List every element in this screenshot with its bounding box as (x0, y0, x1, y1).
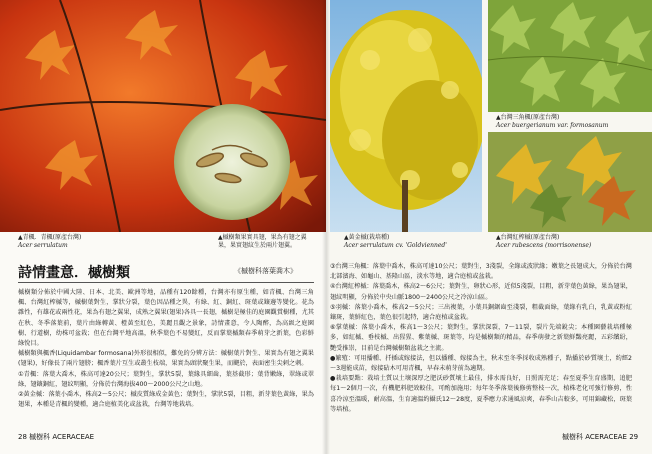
caption-red-maple-zh: ▲青楓．青楓(原產台灣) (18, 234, 82, 241)
section-title: 詩情畫意．槭樹類 (18, 265, 130, 281)
caption-gold-maple-zh: ▲黃金槭(栽培種) (344, 234, 390, 241)
right-paragraph-cultivation: ●栽培要點：栽培土質以土壤深厚之肥沃砂質壤土最佳，排水需良好，日照需充足；春至夏季生育盛期，追肥每1～2個月一次，有機肥料肥效較佳，可酌加施用；每年冬季落葉後修剪整枝一次，植株老化可強行修剪，性喜冷涼至溫暖，耐高溫，生育適溫約攝氏12～28度，夏季應力求通風涼爽，春季山吉較多，可用錦藏松，斑葉等培植。 (330, 375, 632, 413)
caption-trident-maple-box (496, 114, 646, 129)
left-paragraph-qingfeng: ①青楓：落葉大喬木，株高可達20公尺；葉對生，掌狀5裂，葉緣具細齒，葉基截形；葉背嫩綠，翠綠或翠綠，翅鑲銅紅，翅紋明顯，分佈於台灣海拔400～2000公尺之山地。 (18, 370, 314, 388)
right-page (326, 0, 652, 454)
caption-red-maple (18, 234, 168, 249)
red-maple-image (0, 0, 326, 232)
right-paragraph-red: ④台灣紅榨槭：落葉喬木，株高2～6公尺；葉對生，卵狀心形，近似5淺裂，目粗，新芽葉色黃綠，果為翅果，翅紋明顯，分佈於中央山脈1800～2400公尺之冷涼山區。 (330, 283, 632, 301)
caption-taiwan-red-maple-zh: ▲台灣紅榨槭(原產台灣) (496, 234, 560, 241)
gold-maple-photo (330, 0, 482, 232)
right-paragraph-trident: ③台灣三角楓：落葉中喬木，株高可達10公尺；葉對生，3淺裂，全緣或波狀緣；嫩葉之長翅成大，分佈於台灣北部濱海、如龜山、基隆山區，淡水等地，適合庭植或盆栽。 (330, 263, 632, 281)
left-paragraph-gold: ②黃金槭：落葉小喬木，株高2～5公尺；槭皮質綠成金黃色；葉對生，掌狀5裂，目粗，新芽葉色黃綠，果為翅果，本種是青楓的變種，適合庭植美化或盆栽，台灣等地栽培。 (18, 391, 314, 409)
caption-taiwan-red-maple-latin: Acer rubescens (morrisonense) (496, 241, 592, 249)
caption-taiwan-red-maple (496, 234, 646, 249)
trident-maple-image (488, 0, 652, 112)
right-body-text (330, 262, 632, 415)
caption-trident-maple-zh: ▲台灣三角楓(原產台灣) (496, 114, 560, 121)
red-maple-photo (0, 0, 326, 232)
caption-trident-maple-latin: Acer buergerianum var. formosanum (496, 121, 609, 129)
series-label: 《槭樹科落葉喬木》 (234, 267, 297, 275)
caption-gold-maple (344, 234, 484, 249)
caption-gold-maple-latin: Acer serrulatum cv. 'Goldvienned' (344, 241, 447, 249)
gold-maple-image (330, 0, 482, 232)
left-body-text (18, 288, 314, 410)
title-rule (18, 282, 314, 283)
caption-red-maple-latin: Acer serrulatum (18, 241, 68, 249)
taiwan-red-maple-photo (488, 132, 652, 232)
taiwan-red-maple-image (488, 132, 652, 232)
right-folio: 槭樹科 ACERACEAE 29 (562, 433, 639, 441)
right-paragraph-feather: ⑤羽槭：落葉小喬木，株高2～5公尺；三出複葉，小葉具銅鋸齒至淺裂，粗截面綠，葉緣有乳白，乳黃或粉紅鑲斑，葉鮮紅色，葉色很引起特，適合庭植或盆栽。 (330, 303, 632, 322)
right-paragraph-palmate: ⑥掌葉槭：落葉小喬木，株高1～3公尺；葉對生，掌狀深裂，7～11裂，裂片先端銳尖；本種園藝栽培種極多，如紅槭、垂枝槭、出猩猩、紫葉槭、斑葉等，均是槭樹類的精品，春季萌發之新葉鮮豔亮麗，五彩繽紛，艷受推崇，目前是台灣槭樹類盆栽之主流。 (330, 324, 632, 352)
left-paragraph-intro: 槭樹類分佈於中國大陸、日本、北美、歐洲等地，品種有120餘種，台灣亦有原生種，如青楓、台灣三角楓、台灣紅榨槭等，槭樹葉對生，掌狀分裂，葉色因品種之異，有綠、紅、銅紅、斑葉或鑲邊等變化。花為雜性，有雄花或兩性花，果為有翅之翼果，成熟之翼果(翅果)各具一長翅，槭樹是極佳的庭園觀賞樹種，尤其在秋、冬季落葉前，葉片由綠轉黃、橙黃至紅色，美麗且觀之景象，詩情畫意，令人陶醉，為高級之庭園樹、行道樹，幼株可盆栽；但在台灣平地高溫，秋季葉色不易變紅，反而掌葉槭類春季萌芽之新葉，色彩鮮綠悅目。 (18, 289, 314, 348)
caption-fruit-zh: ▲槭樹類果實具翅，果為有翅之翼果，果實翅紋生於兩片翅翼。 (218, 234, 307, 249)
book-gutter (322, 0, 330, 454)
left-folio: 28 槭樹科 ACERACEAE (18, 433, 95, 441)
left-paragraph-compare: 槭樹類與楓香(Liquidambar formosana)外形很相似，難免的分辨方法：槭樹葉片對生、果實為有翅之翼果(翅果)，好像長了兩片翅膀；楓香葉片互生或叢生枝端，果實為頭狀聚生果，而颶於，表面密生尖刺之刺。 (18, 350, 314, 368)
right-paragraph-propagation: ●繁殖：可用播種、扦插或嫁接法，但以播種、嫁接為主，秋末至冬季採收成熟種子，點播於砂質壤土，約經2～3週能成苗，嫁接砧木可用青楓，早春未萌芽前為適期。 (330, 354, 632, 373)
trident-maple-photo (488, 0, 652, 112)
caption-fruit (218, 234, 318, 249)
